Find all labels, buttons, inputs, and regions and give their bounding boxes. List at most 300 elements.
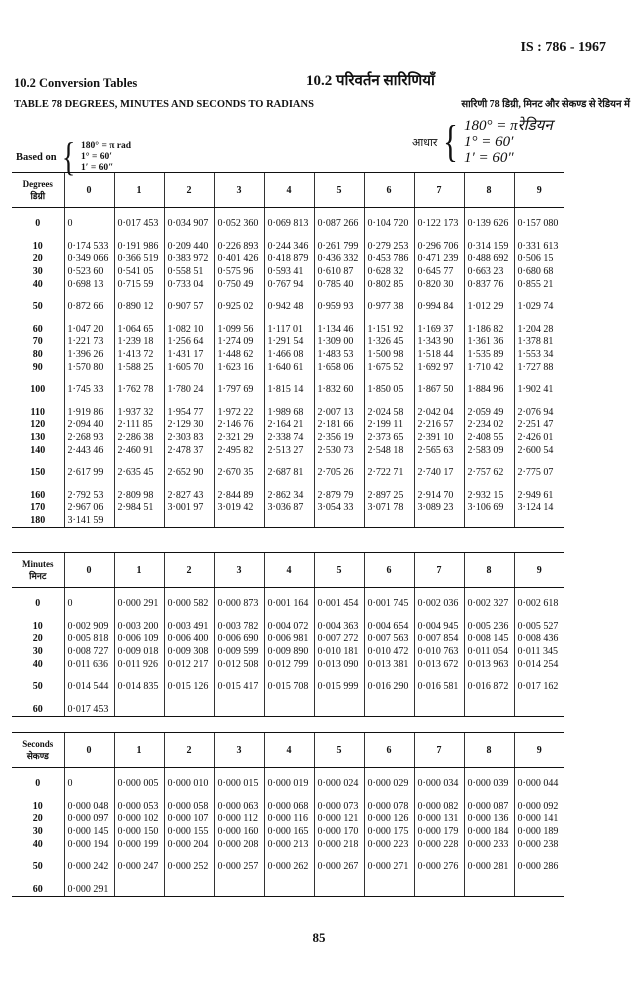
column-header: 2 [164, 173, 214, 208]
table-cell: 1·483 53 [314, 349, 364, 362]
row-label: 140 [30, 444, 46, 456]
table-cell: 1·012 29 [464, 301, 514, 314]
based-on-note [16, 134, 132, 179]
table-cell: 0·007 563 [364, 633, 414, 646]
aadhar-line: 1′ = 60″ [463, 150, 514, 166]
table-row [12, 704, 564, 717]
table-cell: 0·000 044 [514, 778, 564, 791]
table-cell: 3·141 59 [64, 515, 114, 528]
table-cell: 1·378 81 [514, 336, 564, 349]
table-cell: 2·460 91 [114, 444, 164, 457]
table-title-hi: सारिणी 78 डिग्री, मिनट और सेकण्ड से रेडियन में [461, 99, 630, 110]
table-cell: 1·605 70 [164, 361, 214, 374]
column-header: 2 [164, 553, 214, 588]
table-cell: 0·014 835 [114, 681, 164, 694]
table-cell [464, 515, 514, 528]
table-cell: 0·977 38 [364, 301, 414, 314]
based-on-lines [81, 141, 131, 174]
table-cell: 2·234 02 [464, 419, 514, 432]
row-label: 20 [32, 253, 43, 265]
table-cell: 0·000 073 [314, 801, 364, 814]
table-cell [464, 884, 514, 897]
table-cell: 0·006 400 [164, 633, 214, 646]
table-cell: 0·000 136 [464, 813, 514, 826]
table-cell: 0·012 799 [264, 658, 314, 671]
table-cell: 1·780 24 [164, 384, 214, 397]
table-cell: 0·016 290 [364, 681, 414, 694]
table-row [12, 658, 564, 671]
row-label: 0 [35, 778, 41, 790]
column-header: 5 [314, 733, 364, 768]
table-cell: 1·029 74 [514, 301, 564, 314]
table-cell: 3·124 14 [514, 502, 564, 515]
table-cell: 0·802 85 [364, 278, 414, 291]
brace-icon: { [62, 134, 76, 179]
spacer-row [12, 671, 564, 681]
table-cell: 2·268 93 [64, 432, 114, 445]
table-cell: 2·094 40 [64, 419, 114, 432]
table-cell: 0·331 613 [514, 241, 564, 254]
table-row [12, 419, 564, 432]
table-cell: 2·862 34 [264, 490, 314, 503]
table-row [12, 778, 564, 791]
row-label: 80 [32, 349, 43, 361]
table-row [12, 444, 564, 457]
table-cell: 3·106 69 [464, 502, 514, 515]
table-cell: 1·745 33 [64, 384, 114, 397]
table-cell: 0·017 162 [514, 681, 564, 694]
table-cell: 1·134 46 [314, 324, 364, 337]
table-cell: 0·593 41 [264, 266, 314, 279]
table-cell: 2·530 73 [314, 444, 364, 457]
table-cell: 1·972 22 [214, 407, 264, 420]
table-cell: 0·453 786 [364, 253, 414, 266]
table-cell: 0·506 15 [514, 253, 564, 266]
table-cell: 0·663 23 [464, 266, 514, 279]
table-row [12, 646, 564, 659]
table-cell: 0·010 181 [314, 646, 364, 659]
table-cell: 0·015 708 [264, 681, 314, 694]
table-cell: 0·000 223 [364, 838, 414, 851]
table-cell: 2·565 63 [414, 444, 464, 457]
table-row [12, 861, 564, 874]
table-cell: 2·356 19 [314, 432, 364, 445]
table-cell: 0·009 599 [214, 646, 264, 659]
aadhar-note [412, 118, 553, 166]
table-cell: 1·954 77 [164, 407, 214, 420]
table-cell: 0·314 159 [464, 241, 514, 254]
table-cell: 1·326 45 [364, 336, 414, 349]
table-cell: 0·013 381 [364, 658, 414, 671]
table-cell: 0·000 179 [414, 826, 464, 839]
table-row [12, 278, 564, 291]
table-cell: 1·553 34 [514, 349, 564, 362]
table-cell: 0·209 440 [164, 241, 214, 254]
table-cell: 2·809 98 [114, 490, 164, 503]
table-cell: 2·705 26 [314, 467, 364, 480]
table-row [12, 407, 564, 420]
row-label: 40 [32, 658, 43, 670]
table-cell: 0·000 058 [164, 801, 214, 814]
table-cell: 1·361 36 [464, 336, 514, 349]
table-row [12, 266, 564, 279]
table-cell: 0·000 082 [414, 801, 464, 814]
table-cell: 0·017 453 [64, 704, 114, 717]
table-cell: 3·001 97 [164, 502, 214, 515]
table-cell: 0·014 254 [514, 658, 564, 671]
table-cell: 1·239 18 [114, 336, 164, 349]
table-cell: 0·000 582 [164, 598, 214, 611]
table-row [12, 324, 564, 337]
table-cell: 0·226 893 [214, 241, 264, 254]
column-header: 9 [514, 173, 564, 208]
table-cell: 2·129 30 [164, 419, 214, 432]
aadhar-line: 1° = 60′ [463, 134, 514, 150]
table-cell: 1·518 44 [414, 349, 464, 362]
row-label: 10 [32, 800, 43, 812]
table-cell: 0·000 039 [464, 778, 514, 791]
table-cell: 1·309 00 [314, 336, 364, 349]
table-row [12, 502, 564, 515]
table-cell: 0·000 204 [164, 838, 214, 851]
table-cell: 0·000 053 [114, 801, 164, 814]
table-cell: 3·054 33 [314, 502, 364, 515]
table-cell: 2·879 79 [314, 490, 364, 503]
table-cell: 0·010 763 [414, 646, 464, 659]
table-cell: 0·925 02 [214, 301, 264, 314]
table-cell: 0·279 253 [364, 241, 414, 254]
row-label: 180 [12, 515, 64, 528]
table-cell: 0·907 57 [164, 301, 214, 314]
row-label: 90 [32, 361, 43, 373]
table-cell: 0·000 112 [214, 813, 264, 826]
table-cell: 3·089 23 [414, 502, 464, 515]
table-cell [414, 884, 464, 897]
table-row [12, 432, 564, 445]
table-cell [364, 515, 414, 528]
spacer-row [12, 791, 564, 801]
table-row [12, 361, 564, 374]
column-header: 4 [264, 733, 314, 768]
table-cell: 2·426 01 [514, 432, 564, 445]
table-cell: 0·628 32 [364, 266, 414, 279]
table-cell: 0·000 267 [314, 861, 364, 874]
table-cell: 1·396 26 [64, 349, 114, 362]
table-cell: 0·000 257 [214, 861, 264, 874]
table-cell: 1·448 62 [214, 349, 264, 362]
table-cell: 0·645 77 [414, 266, 464, 279]
table-cell: 0·575 96 [214, 266, 264, 279]
column-header: 5 [314, 173, 364, 208]
table-cell: 0·013 672 [414, 658, 464, 671]
table-cell: 0·558 51 [164, 266, 214, 279]
table-cell: 0·052 360 [214, 218, 264, 231]
table-cell: 0·750 49 [214, 278, 264, 291]
table-cell: 2·792 53 [64, 490, 114, 503]
table-cell: 1·500 98 [364, 349, 414, 362]
table-cell: 0·366 519 [114, 253, 164, 266]
table-row [12, 241, 564, 254]
header-row [12, 553, 564, 588]
row-label: 120 [30, 419, 46, 431]
aadhar-label: आधार [412, 136, 438, 149]
table-cell: 0·000 160 [214, 826, 264, 839]
table-cell: 0·000 165 [264, 826, 314, 839]
table-cell: 2·914 70 [414, 490, 464, 503]
table-cell: 2·286 38 [114, 432, 164, 445]
table-cell [414, 515, 464, 528]
table-cell: 0·000 233 [464, 838, 514, 851]
table-cell [214, 884, 264, 897]
table-cell: 0·488 692 [464, 253, 514, 266]
table-cell: 0·004 654 [364, 621, 414, 634]
table-cell: 0·000 291 [114, 598, 164, 611]
table-cell [514, 515, 564, 528]
table-cell: 2·251 47 [514, 419, 564, 432]
table-cell: 0 [64, 778, 114, 791]
column-header: 2 [164, 733, 214, 768]
table-cell: 0·157 080 [514, 218, 564, 231]
table-cell: 1·413 72 [114, 349, 164, 362]
table-cell: 2·984 51 [114, 502, 164, 515]
aadhar-lines [464, 118, 553, 166]
row-label: 160 [30, 489, 46, 501]
column-header: 0 [64, 733, 114, 768]
table-cell [464, 704, 514, 717]
row-label: 30 [32, 826, 43, 838]
table-cell [364, 884, 414, 897]
table-cell: 0·000 102 [114, 813, 164, 826]
row-label: 40 [32, 278, 43, 290]
table-cell: 0·000 189 [514, 826, 564, 839]
table-cell: 0·680 68 [514, 266, 564, 279]
table-cell: 0·139 626 [464, 218, 514, 231]
table-row [12, 467, 564, 480]
table-row [12, 801, 564, 814]
row-label: 170 [30, 502, 46, 514]
table-cell: 2·775 07 [514, 467, 564, 480]
table-title-en: TABLE 78 DEGREES, MINUTES AND SECONDS TO RADIANS [14, 99, 314, 110]
table-cell: 2·321 29 [214, 432, 264, 445]
column-header: 7 [414, 733, 464, 768]
table-cell: 0·000 126 [364, 813, 414, 826]
table-cell: 1·710 42 [464, 361, 514, 374]
table-cell: 0·296 706 [414, 241, 464, 254]
table-cell: 0·000 208 [214, 838, 264, 851]
table-cell: 2·548 18 [364, 444, 414, 457]
table-cell: 0·000 116 [264, 813, 314, 826]
spacer-row [12, 768, 564, 779]
table-cell: 0·785 40 [314, 278, 364, 291]
table-cell: 0·959 93 [314, 301, 364, 314]
table-cell: 0 [64, 598, 114, 611]
table-cell: 1·291 54 [264, 336, 314, 349]
table-cell: 2·338 74 [264, 432, 314, 445]
table-cell: 0·011 054 [464, 646, 514, 659]
row-label: 20 [32, 633, 43, 645]
table-cell: 1·727 88 [514, 361, 564, 374]
table-cell: 2·164 21 [264, 419, 314, 432]
column-header: 6 [364, 173, 414, 208]
table-cell: 2·635 45 [114, 467, 164, 480]
table-cell: 0·008 145 [464, 633, 514, 646]
table-cell: 1·623 16 [214, 361, 264, 374]
table-cell: 1·588 25 [114, 361, 164, 374]
table-cell: 0·005 527 [514, 621, 564, 634]
table-cell: 0·000 281 [464, 861, 514, 874]
table-cell: 0·034 907 [164, 218, 214, 231]
table-cell: 0·001 745 [364, 598, 414, 611]
table-cell: 2·897 25 [364, 490, 414, 503]
table-cell: 0·872 66 [64, 301, 114, 314]
section-heading-en: 10.2 Conversion Tables [14, 76, 138, 90]
table-cell: 0·191 986 [114, 241, 164, 254]
table-cell: 0·012 508 [214, 658, 264, 671]
table-cell: 2·111 85 [114, 419, 164, 432]
table-cell: 0·009 308 [164, 646, 214, 659]
table-cell: 1·256 64 [164, 336, 214, 349]
table-cell: 1·466 08 [264, 349, 314, 362]
table-cell: 0·383 972 [164, 253, 214, 266]
table-cell: 1·815 14 [264, 384, 314, 397]
column-header: 4 [264, 553, 314, 588]
table-cell: 0·767 94 [264, 278, 314, 291]
table-cell: 0·000 286 [514, 861, 564, 874]
table-cell: 0·000 184 [464, 826, 514, 839]
seconds-table [12, 732, 564, 897]
table-cell: 2·303 83 [164, 432, 214, 445]
table-cell: 0·541 05 [114, 266, 164, 279]
table-cell: 0·009 890 [264, 646, 314, 659]
table-cell: 2·757 62 [464, 467, 514, 480]
table-cell: 0·011 636 [64, 658, 114, 671]
table-cell: 0·000 107 [164, 813, 214, 826]
table-cell: 1·431 17 [164, 349, 214, 362]
table-cell: 0·855 21 [514, 278, 564, 291]
table-cell: 1·064 65 [114, 324, 164, 337]
table-cell: 1·047 20 [64, 324, 114, 337]
table-cell: 0·000 247 [114, 861, 164, 874]
table-cell: 0·000 131 [414, 813, 464, 826]
table-cell: 3·036 87 [264, 502, 314, 515]
table-cell: 0·994 84 [414, 301, 464, 314]
table-cell: 2·199 11 [364, 419, 414, 432]
table-cell: 0·349 066 [64, 253, 114, 266]
table-cell: 2·181 66 [314, 419, 364, 432]
table-cell: 1·884 96 [464, 384, 514, 397]
table-cell: 0·002 036 [414, 598, 464, 611]
table-cell: 0·000 141 [514, 813, 564, 826]
table-cell: 0·012 217 [164, 658, 214, 671]
table-cell: 0·011 345 [514, 646, 564, 659]
column-header: 7 [414, 553, 464, 588]
minutes-table [12, 552, 564, 717]
table-cell: 1·535 89 [464, 349, 514, 362]
degrees-table [12, 172, 564, 528]
table-cell [264, 704, 314, 717]
row-label: 20 [32, 813, 43, 825]
table-cell: 0·005 818 [64, 633, 114, 646]
table-row [12, 621, 564, 634]
based-on-line: 1° = 60′ [81, 151, 112, 162]
table-cell: 0·000 242 [64, 861, 114, 874]
table-cell: 0·000 024 [314, 778, 364, 791]
table-cell: 0·000 252 [164, 861, 214, 874]
table-cell: 0·401 426 [214, 253, 264, 266]
table-cell: 2·687 81 [264, 467, 314, 480]
table-cell: 0·000 175 [364, 826, 414, 839]
column-header: 3 [214, 553, 264, 588]
table-cell: 0·436 332 [314, 253, 364, 266]
table-cell: 0·010 472 [364, 646, 414, 659]
header-row [12, 733, 564, 768]
table-cell: 2·583 09 [464, 444, 514, 457]
table-cell: 0·000 262 [264, 861, 314, 874]
table-cell: 0·014 544 [64, 681, 114, 694]
table-row [12, 349, 564, 362]
table-cell: 1·762 78 [114, 384, 164, 397]
row-label: 40 [32, 838, 43, 850]
table-row [12, 813, 564, 826]
table-cell: 0·002 909 [64, 621, 114, 634]
table-cell [164, 515, 214, 528]
row-label: 10 [32, 620, 43, 632]
row-label: 70 [32, 336, 43, 348]
table-cell: 0·000 291 [64, 884, 114, 897]
row-label: 10 [32, 240, 43, 252]
header-hi: डिग्री [30, 191, 46, 201]
table-cell: 0·000 228 [414, 838, 464, 851]
table-cell: 0·004 363 [314, 621, 364, 634]
table-cell: 0·890 12 [114, 301, 164, 314]
table-cell: 0·104 720 [364, 218, 414, 231]
table-cell: 0·000 029 [364, 778, 414, 791]
row-label: 150 [30, 467, 46, 479]
table-cell [164, 884, 214, 897]
table-row [12, 218, 564, 231]
header-en: Degrees [22, 179, 53, 189]
table-cell: 0·942 48 [264, 301, 314, 314]
row-label: 130 [30, 432, 46, 444]
table-cell: 2·495 82 [214, 444, 264, 457]
table-cell [114, 884, 164, 897]
table-cell [214, 515, 264, 528]
column-header: 9 [514, 733, 564, 768]
table-cell: 2·949 61 [514, 490, 564, 503]
table-cell: 0·013 090 [314, 658, 364, 671]
spacer-row [12, 611, 564, 621]
spacer-row [12, 851, 564, 861]
table-cell: 3·019 42 [214, 502, 264, 515]
table-cell: 0·015 999 [314, 681, 364, 694]
table-cell: 1·099 56 [214, 324, 264, 337]
table-cell: 2·408 55 [464, 432, 514, 445]
table-cell: 2·827 43 [164, 490, 214, 503]
standard-number: IS : 786 - 1967 [520, 40, 606, 55]
column-header: 5 [314, 553, 364, 588]
table-row [12, 336, 564, 349]
table-cell: 2·391 10 [414, 432, 464, 445]
table-cell: 0·015 126 [164, 681, 214, 694]
table-cell: 0·004 945 [414, 621, 464, 634]
table-cell: 0·698 13 [64, 278, 114, 291]
table-cell: 0·005 236 [464, 621, 514, 634]
table-cell: 0·000 063 [214, 801, 264, 814]
table-cell: 0·000 015 [214, 778, 264, 791]
table-cell [364, 704, 414, 717]
table-cell: 0·000 034 [414, 778, 464, 791]
table-cell: 0·002 327 [464, 598, 514, 611]
